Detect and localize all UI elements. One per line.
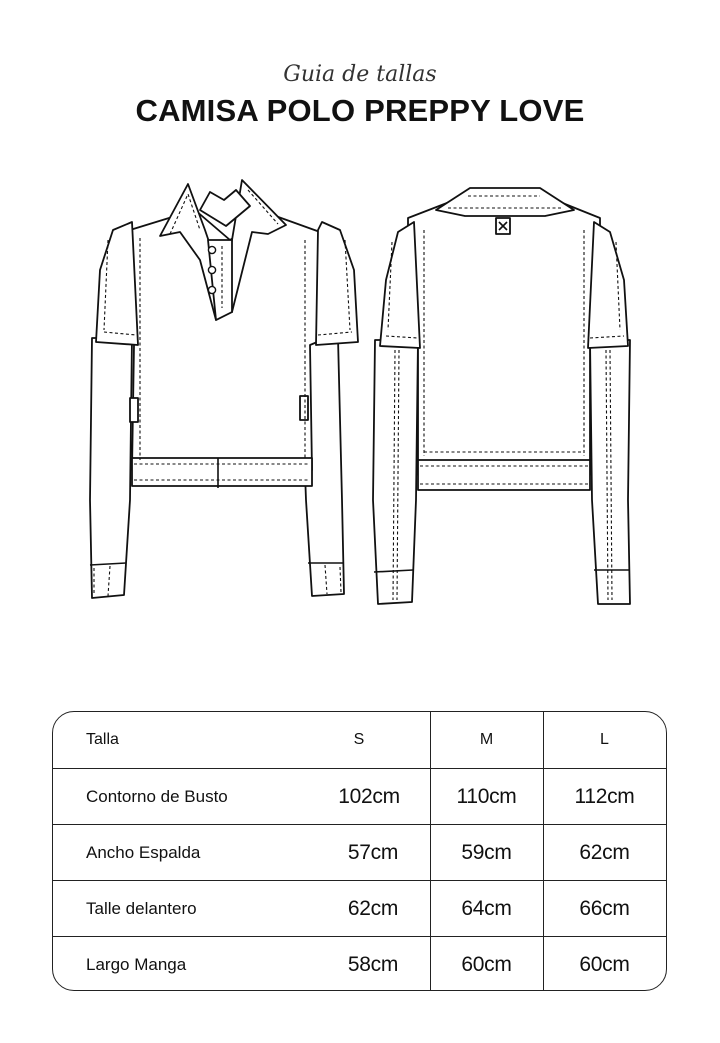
value-s: 102cm <box>338 785 400 808</box>
value-m: 60cm <box>461 953 512 976</box>
row-label: Contorno de Busto <box>86 787 228 806</box>
shirt-illustration <box>0 170 720 620</box>
value-m: 110cm <box>456 785 517 808</box>
front-shirt-sketch <box>90 180 358 598</box>
size-s-header: S <box>353 731 365 748</box>
size-l-header: L <box>600 731 609 748</box>
value-s: 58cm <box>347 953 399 976</box>
size-table <box>52 711 667 991</box>
page-title: CAMISA POLO PREPPY LOVE <box>135 93 585 128</box>
value-l: 66cm <box>579 897 630 920</box>
header-talla: Talla <box>86 731 119 748</box>
value-l: 112cm <box>574 785 635 808</box>
value-l: 60cm <box>579 953 630 976</box>
value-m: 64cm <box>461 897 512 920</box>
back-shirt-sketch <box>373 188 630 604</box>
value-s: 57cm <box>347 841 399 864</box>
value-s: 62cm <box>347 897 399 920</box>
row-label: Ancho Espalda <box>86 843 201 862</box>
table-row <box>53 936 666 991</box>
value-l: 62cm <box>579 841 630 864</box>
table-header-row <box>53 712 666 768</box>
row-label: Largo Manga <box>86 955 187 974</box>
table-row <box>53 768 666 825</box>
page-subtitle: Guia de tallas <box>283 62 437 87</box>
table-row <box>53 824 666 881</box>
table-row <box>53 880 666 937</box>
row-label: Talle delantero <box>86 899 197 918</box>
value-m: 59cm <box>461 841 512 864</box>
size-m-header: M <box>479 731 494 748</box>
